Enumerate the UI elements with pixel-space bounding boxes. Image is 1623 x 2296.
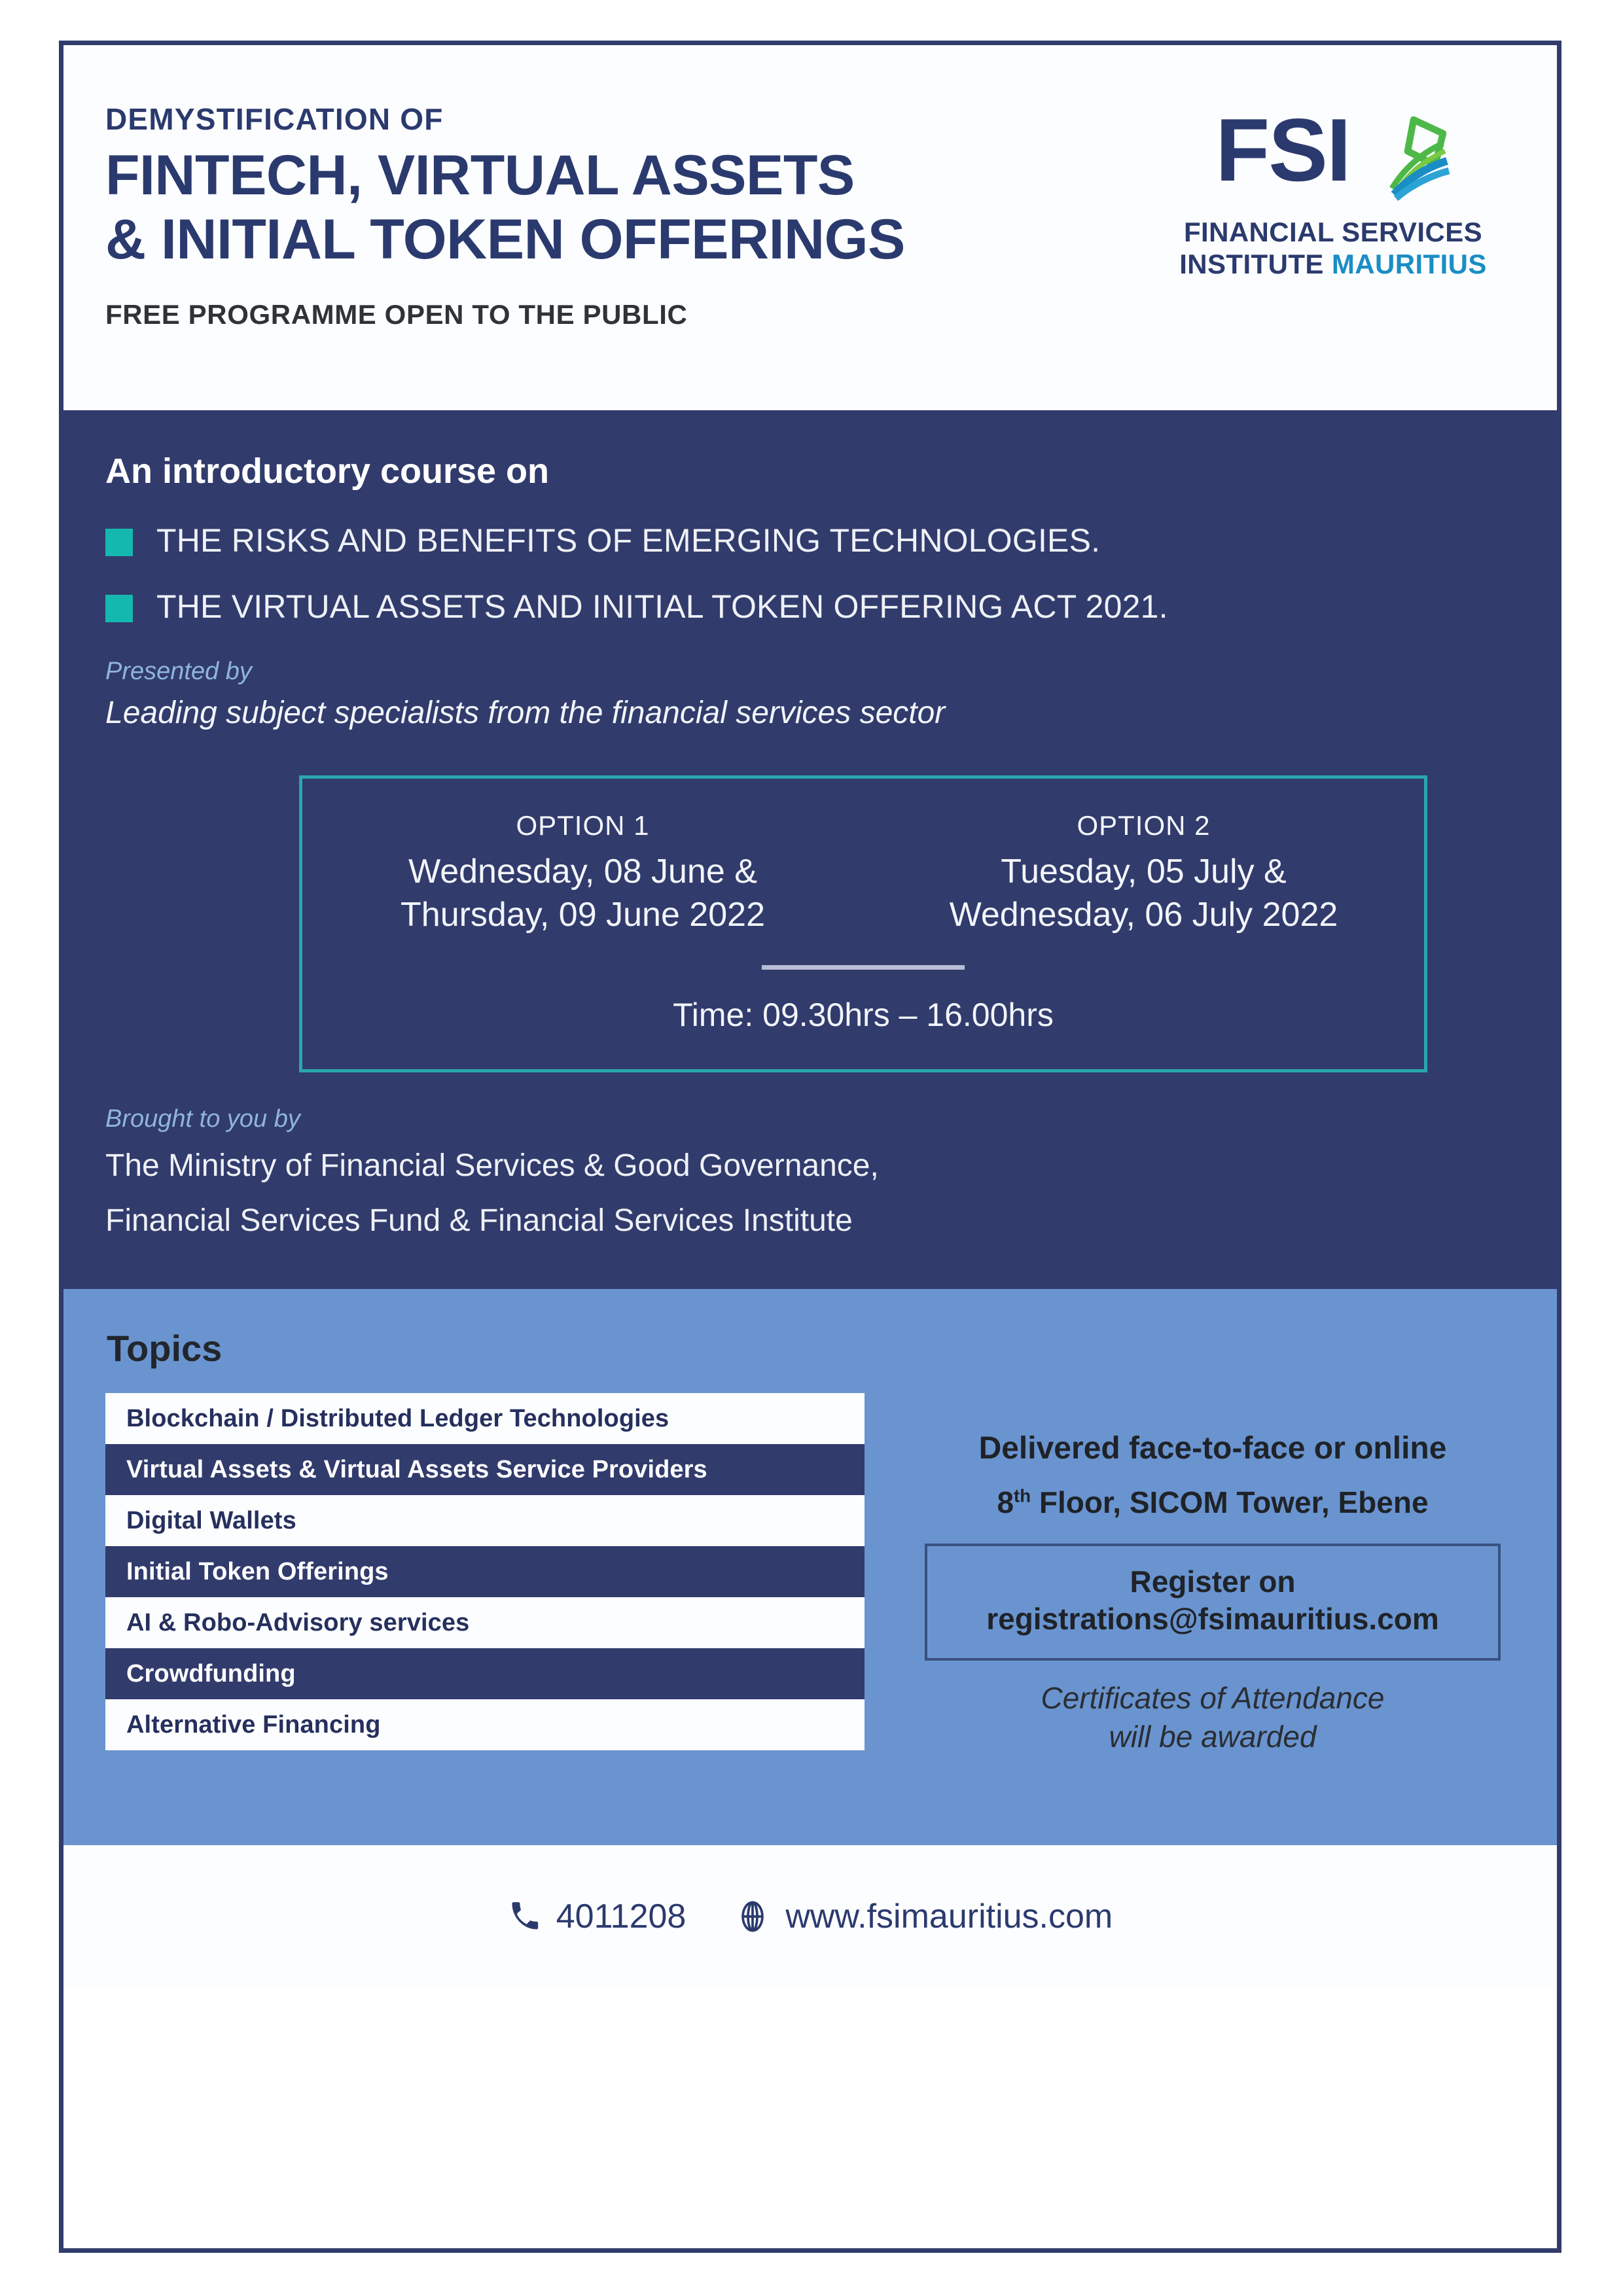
venue-floor-ordinal: th [1014,1485,1031,1506]
brought-by-label: Brought to you by [105,1105,300,1133]
topic-item: Alternative Financing [105,1699,865,1750]
logo-wordmark: FSI [1215,100,1350,200]
intro-heading: An introductory course on [105,451,550,491]
brought-by-line-2: Financial Services Fund & Financial Services Institute [105,1203,853,1239]
bullet-text-1: THE RISKS AND BENEFITS OF EMERGING TECHNOLOGIES. [156,522,1101,559]
option-2 [863,810,1424,936]
topic-item: Initial Token Offerings [105,1546,865,1597]
course-time: Time: 09.30hrs – 16.00hrs [673,997,1054,1034]
logo-text [1150,217,1516,280]
certificates-line-2: will be awarded [1109,1719,1317,1754]
phone-number: 4011208 [556,1898,687,1936]
globe-icon [734,1898,771,1935]
topics-columns [105,1393,1515,1756]
bullet-item-2 [105,589,1515,625]
bullet-item-1 [105,523,1515,559]
topics-heading: Topics [107,1328,223,1369]
topic-item: AI & Robo-Advisory services [105,1597,865,1648]
certificates-note [910,1679,1515,1756]
option-1-heading: OPTION 1 [516,810,650,841]
topics-section [63,1289,1557,1845]
poster-footer [63,1845,1557,1988]
poster-header [63,45,1557,410]
logo-mauritius: MAURITIUS [1331,248,1487,279]
delivery-info [910,1393,1515,1756]
option-2-date-line-1: Tuesday, 05 July & [1001,853,1287,891]
phone-icon [508,1899,542,1934]
option-1-date-line-1: Wednesday, 08 June & [408,853,757,891]
header-subkicker: FREE PROGRAMME OPEN TO THE PUBLIC [105,298,688,330]
topic-item: Crowdfunding [105,1648,865,1699]
topic-item: Virtual Assets & Virtual Assets Service Providers [105,1444,865,1495]
poster [59,41,1561,2253]
venue-floor-number: 8 [997,1485,1014,1519]
venue-address [910,1485,1515,1520]
logo-text-line-2 [1150,249,1516,281]
logo-text-line-1: FINANCIAL SERVICES [1183,217,1483,247]
venue-location: Floor, SICOM Tower, Ebene [1031,1485,1429,1519]
topics-list [105,1393,865,1750]
delivery-mode: Delivered face-to-face or online [978,1431,1447,1466]
option-2-heading: OPTION 2 [1077,810,1211,841]
presented-by-value: Leading subject specialists from the financial services sector [105,696,946,730]
option-1 [302,810,863,936]
logo-mark [1150,100,1516,207]
brought-by-line-1: The Ministry of Financial Services & Good Governance, [105,1148,879,1184]
fsi-logo [1150,100,1516,280]
logo-institute: INSTITUTE [1179,248,1324,279]
presented-by-label: Presented by [105,658,252,685]
bullet-text-2: THE VIRTUAL ASSETS AND INITIAL TOKEN OFFERING ACT 2021. [156,588,1168,625]
options-box [299,775,1427,1072]
website-url: www.fsimauritius.com [785,1898,1113,1936]
register-title: Register on [1130,1564,1296,1598]
options-columns [302,810,1424,936]
option-1-date-line-2: Thursday, 09 June 2022 [401,895,765,934]
bullet-square-icon [105,595,133,622]
certificates-line-1: Certificates of Attendance [1041,1680,1385,1715]
footer-phone[interactable] [508,1897,687,1936]
topic-item: Digital Wallets [105,1495,865,1546]
header-title-line-2: & INITIAL TOKEN OFFERINGS [105,207,905,271]
options-divider [762,965,965,970]
open-book-icon [1353,108,1451,209]
bullet-square-icon [105,529,133,556]
header-kicker: DEMYSTIFICATION OF [105,102,444,136]
register-box[interactable] [925,1544,1501,1661]
topic-item: Blockchain / Distributed Ledger Technologies [105,1393,865,1444]
footer-website[interactable] [734,1897,1113,1936]
course-section [63,410,1557,1289]
option-2-date-line-2: Wednesday, 06 July 2022 [949,895,1338,934]
header-title-line-1: FINTECH, VIRTUAL ASSETS [105,143,855,207]
register-email[interactable]: registrations@fsimauritius.com [986,1602,1439,1636]
